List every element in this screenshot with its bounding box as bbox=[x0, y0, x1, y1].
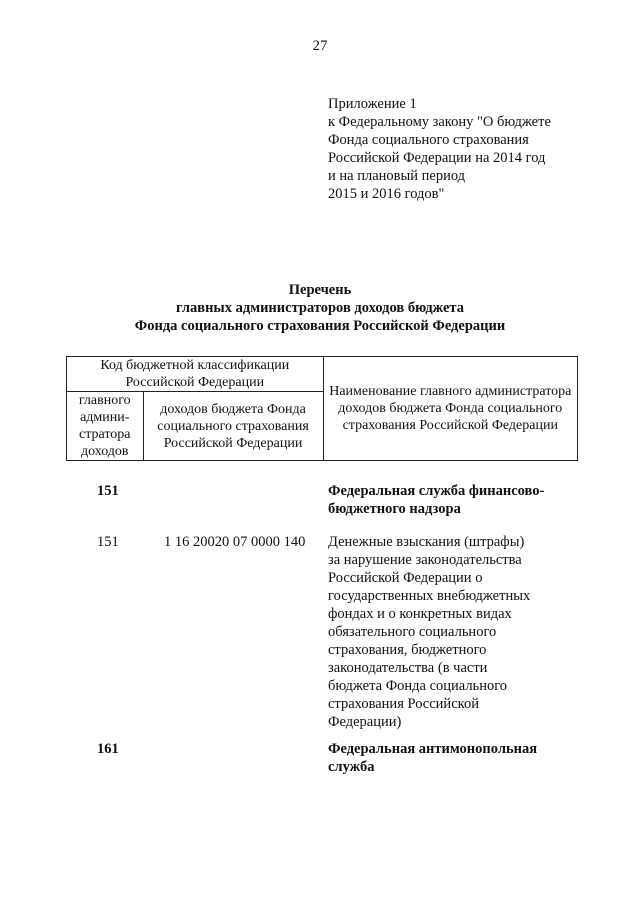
administrator-name bbox=[328, 740, 578, 776]
name-line: государственных внебюджетных bbox=[328, 588, 531, 604]
title-line: Перечень bbox=[288, 282, 352, 298]
appendix-line: и на плановый период bbox=[328, 168, 466, 184]
name-line: страхования Российской bbox=[328, 696, 479, 712]
classification-header-table bbox=[66, 356, 578, 461]
name-line: за нарушение законодательства bbox=[328, 552, 522, 568]
appendix-line: 2015 и 2016 годов" bbox=[328, 186, 445, 202]
name-line: Денежные взыскания (штрафы) bbox=[328, 534, 525, 550]
appendix-line: Фонда социального страхования bbox=[328, 132, 529, 148]
appendix-line: Российской Федерации на 2014 год bbox=[328, 150, 546, 166]
name-line: служба bbox=[328, 759, 375, 775]
appendix-line: Приложение 1 bbox=[328, 96, 417, 112]
administrator-name bbox=[328, 482, 578, 518]
name-line: страхования, бюджетного bbox=[328, 642, 487, 658]
name-line: Федеральная служба финансово- bbox=[328, 483, 545, 499]
administrator-name bbox=[328, 533, 578, 731]
title-line: Фонда социального страхования Российской Федерации bbox=[134, 318, 506, 334]
admin-code: 151 bbox=[97, 534, 119, 550]
income-column-header: доходов бюджета Фонда социального страхования Российской Федерации bbox=[143, 392, 323, 461]
admin-code: 151 bbox=[97, 483, 119, 499]
title-line: главных администраторов доходов бюджета bbox=[176, 300, 464, 316]
name-line: Российской Федерации о bbox=[328, 570, 483, 586]
income-code: 1 16 20020 07 0000 140 bbox=[164, 534, 306, 550]
admin-code: 161 bbox=[97, 741, 119, 757]
name-line: Федеральная антимонопольная bbox=[328, 741, 538, 757]
code-group-header: Код бюджетной классификации Российской Федерации bbox=[67, 357, 324, 392]
appendix-note bbox=[328, 95, 551, 203]
name-line: бюджета Фонда социального bbox=[328, 678, 508, 694]
name-line: фондах и о конкретных видах bbox=[328, 606, 512, 622]
name-line: Федерации) bbox=[328, 714, 402, 730]
name-line: обязательного социального bbox=[328, 624, 497, 640]
name-line: бюджетного надзора bbox=[328, 501, 461, 517]
appendix-line: к Федеральному закону "О бюджете bbox=[328, 114, 551, 130]
name-column-header: Наименование главного администратора доходов бюджета Фонда социального страхования Российской Федерации bbox=[323, 357, 577, 461]
name-line: законодательства (в части bbox=[328, 660, 488, 676]
document-title bbox=[0, 281, 640, 335]
page-number: 27 bbox=[312, 38, 328, 54]
admin-column-header: главного админи-стратора доходов bbox=[67, 392, 144, 461]
